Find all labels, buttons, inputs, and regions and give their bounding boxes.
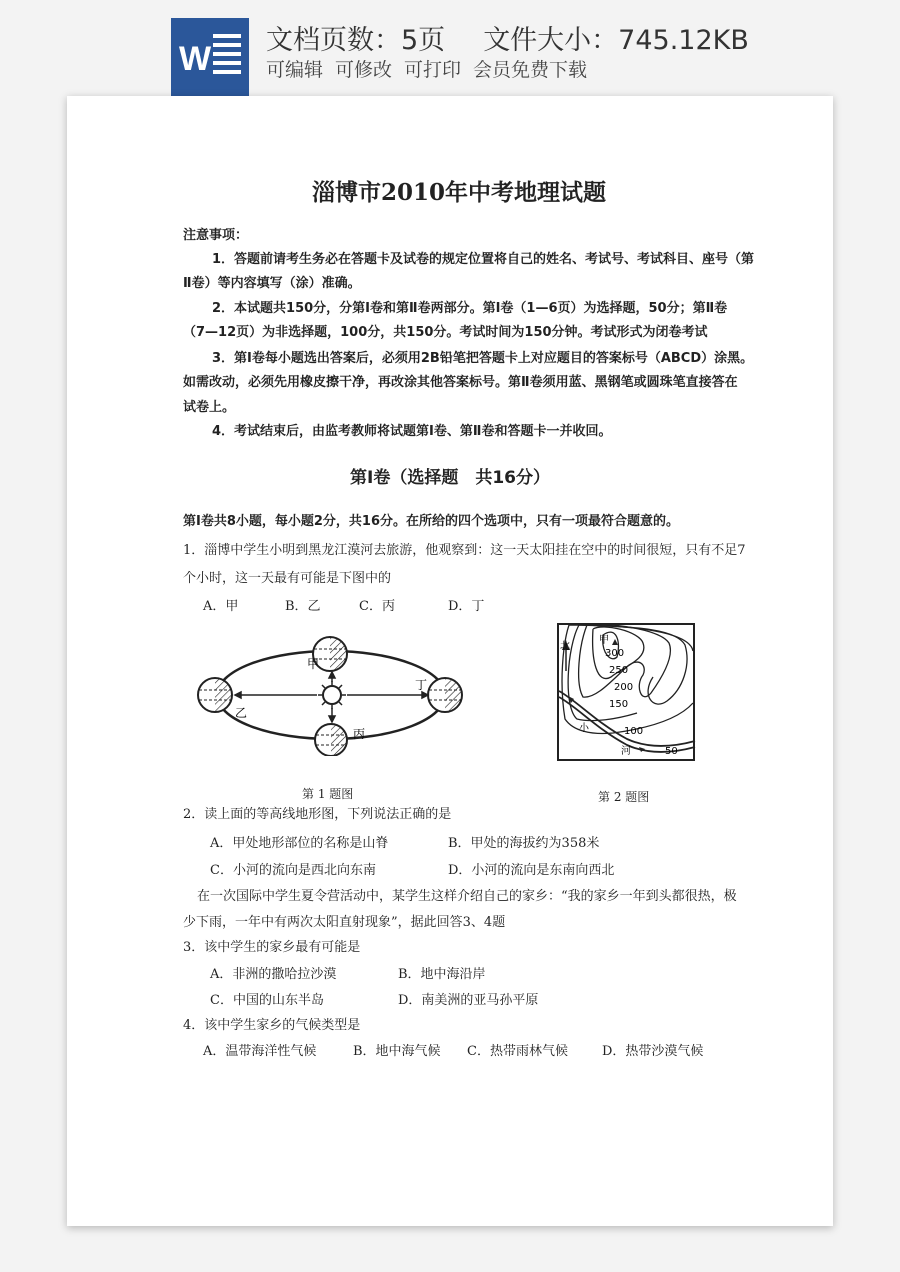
label-yi: 乙	[235, 706, 248, 720]
notice-line: Ⅱ卷）等内容填写（涂）准确。	[183, 276, 361, 291]
notice-line: 试卷上。	[183, 400, 236, 415]
q2-option-a: A．甲处地形部位的名称是山脊	[210, 836, 389, 851]
notice-line: 4．考试结束后，由监考教师将试题第Ⅰ卷、第Ⅱ卷和答题卡一并收回。	[212, 424, 612, 439]
feature-modifiable: 可修改	[335, 59, 393, 81]
q3-option-b: B．地中海沿岸	[398, 967, 486, 982]
notice-heading: 注意事项：	[183, 228, 249, 243]
q3-option-a: A．非洲的撒哈拉沙漠	[210, 967, 337, 982]
q4-option-a: A．温带海洋性气候	[203, 1044, 317, 1059]
earth-orbit-figure	[195, 632, 465, 756]
q1-option-a: A．甲	[203, 599, 239, 614]
q4-option-d: D．热带沙漠气候	[602, 1044, 704, 1059]
contour-map-figure	[557, 623, 697, 763]
feature-editable: 可编辑	[266, 59, 324, 81]
q4-option-c: C．热带雨林气候	[467, 1044, 568, 1059]
label-jia: 甲	[307, 657, 320, 671]
label-bing: 丙	[353, 727, 366, 741]
feature-member-download: 会员免费下载	[473, 59, 588, 81]
intro-3-4: 少下雨，一年中有两次太阳直射现象”，据此回答3、4题	[183, 915, 506, 930]
figure-1-caption: 第 1 题图	[302, 787, 354, 801]
question-1-stem: 1．淄博中学生小明到黑龙江漠河去旅游，他观察到：这一天太阳挂在空中的时间很短，只有不足7	[183, 543, 746, 558]
q2-option-b: B．甲处的海拔约为358米	[448, 836, 600, 851]
north-label: 北	[560, 641, 570, 652]
q3-option-d: D．南美洲的亚马孙平原	[398, 993, 539, 1008]
question-2-stem: 2．读上面的等高线地形图，下列说法正确的是	[183, 807, 452, 822]
q1-option-c: C．丙	[359, 599, 395, 614]
q2-option-d: D．小河的流向是东南向西北	[448, 863, 615, 878]
q4-option-b: B．地中海气候	[353, 1044, 441, 1059]
label-jia: 甲	[599, 635, 609, 646]
label-ding: 丁	[415, 678, 428, 692]
contour-label: 300	[605, 648, 625, 659]
section-intro: 第Ⅰ卷共8小题，每小题2分，共16分。在所给的四个选项中，只有一项最符合题意的。	[183, 514, 680, 529]
contour-label: 200	[614, 682, 634, 693]
question-3-stem: 3．该中学生的家乡最有可能是	[183, 940, 361, 955]
page-title: 淄博市2010年中考地理试题	[312, 179, 607, 206]
notice-line: 2．本试题共150分，分第Ⅰ卷和第Ⅱ卷两部分。第Ⅰ卷（1—6页）为选择题，50分；第Ⅱ卷	[212, 301, 728, 316]
question-1-stem: 个小时，这一天最有可能是下图中的	[183, 571, 392, 586]
question-4-stem: 4．该中学生家乡的气候类型是	[183, 1018, 361, 1033]
earth-ding	[428, 678, 462, 712]
sunlight-arrows	[235, 672, 428, 722]
figure-2-caption: 第 2 题图	[598, 790, 650, 804]
q1-option-b: B．乙	[285, 599, 321, 614]
feature-list	[266, 55, 587, 82]
download-header	[0, 0, 900, 96]
file-size: 文件大小：745.12KB	[483, 25, 749, 56]
contour-label: 150	[609, 699, 629, 710]
q1-option-d: D．丁	[448, 599, 485, 614]
document-page	[67, 96, 833, 1226]
file-info	[266, 18, 749, 57]
earth-yi	[198, 678, 232, 712]
word-document-icon: W	[171, 18, 249, 96]
page-count: 文档页数：5页	[266, 25, 446, 56]
notice-line: 1．答题前请考生务必在答题卡及试卷的规定位置将自己的姓名、考试号、考试科目、座号（第	[212, 252, 755, 267]
q2-option-c: C．小河的流向是西北向东南	[210, 863, 376, 878]
feature-printable: 可打印	[404, 59, 462, 81]
notice-line: 3．第Ⅰ卷每小题选出答案后，必须用2B铅笔把答题卡上对应题目的答案标号（ABCD）涂黑。	[212, 351, 754, 366]
contour-label: 250	[609, 665, 629, 676]
contour-label: 50	[665, 746, 678, 757]
sun-icon	[318, 681, 346, 709]
contour-label: 100	[624, 726, 644, 737]
notice-line: （7—12页）为非选择题，100分，共150分。考试时间为150分钟。考试形式为闭卷考试	[183, 325, 708, 340]
section-title: 第Ⅰ卷（选择题 共16分）	[350, 468, 550, 488]
earth-bing	[315, 724, 347, 756]
river-label: 小	[579, 723, 589, 734]
river-label: 河	[621, 746, 631, 757]
q3-option-c: C．中国的山东半岛	[210, 993, 324, 1008]
intro-3-4: 在一次国际中学生夏令营活动中，某学生这样介绍自己的家乡：“我的家乡一年到头都很热，极	[197, 889, 737, 904]
notice-line: 如需改动，必须先用橡皮擦干净，再改涂其他答案标号。第Ⅱ卷须用蓝、黑钢笔或圆珠笔直接答在	[183, 375, 738, 390]
